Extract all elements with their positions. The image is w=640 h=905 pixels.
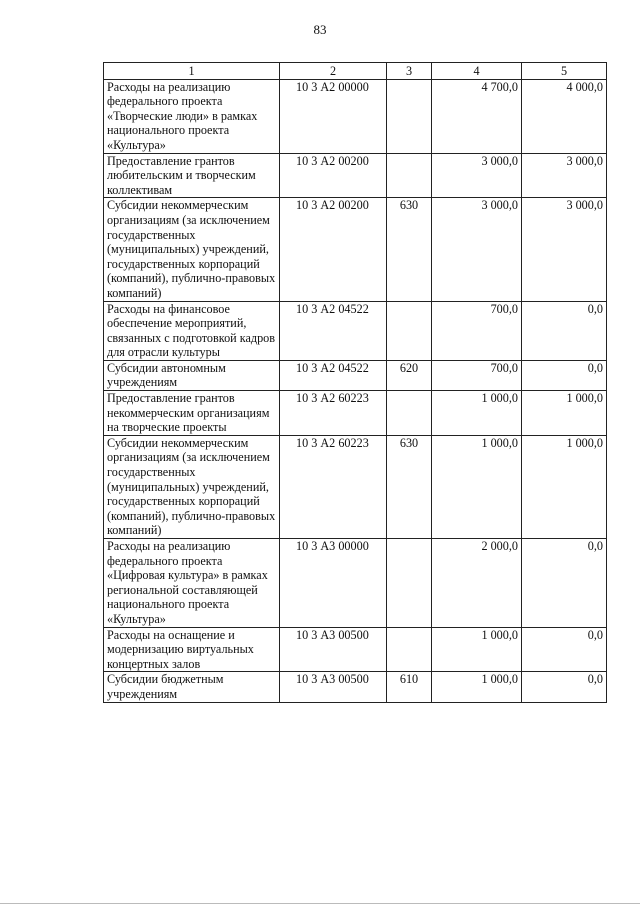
expense-name: Расходы на оснащение и модернизацию виртуальных концертных залов <box>104 627 280 672</box>
amount-col-5: 0,0 <box>522 360 607 390</box>
table-row <box>104 391 607 436</box>
expense-name: Субсидии некоммерческим организациям (за исключением государственных (муниципальных) учреждений, государственных корпораций (компаний), публично-правовых компаний) <box>104 198 280 301</box>
header-col-2: 2 <box>280 63 387 80</box>
page-bottom-edge <box>0 903 640 904</box>
budget-code: 10 3 А2 04522 <box>280 360 387 390</box>
amount-col-5: 1 000,0 <box>522 435 607 538</box>
expense-name: Субсидии автономным учреждениям <box>104 360 280 390</box>
amount-col-4: 1 000,0 <box>432 391 522 436</box>
expense-type: 610 <box>387 672 432 702</box>
amount-col-5: 1 000,0 <box>522 391 607 436</box>
amount-col-5: 4 000,0 <box>522 79 607 153</box>
table-row <box>104 539 607 628</box>
expense-type: 630 <box>387 198 432 301</box>
expense-name: Предоставление грантов любительским и творческим коллективам <box>104 153 280 198</box>
table-row <box>104 435 607 538</box>
budget-code: 10 3 А3 00500 <box>280 672 387 702</box>
amount-col-4: 3 000,0 <box>432 153 522 198</box>
amount-col-4: 3 000,0 <box>432 198 522 301</box>
budget-code: 10 3 А2 60223 <box>280 435 387 538</box>
expense-name: Расходы на реализацию федерального проекта «Цифровая культура» в рамках региональной составляющей национального проекта «Культура» <box>104 539 280 628</box>
expense-type <box>387 627 432 672</box>
budget-code: 10 3 А2 00000 <box>280 79 387 153</box>
amount-col-4: 1 000,0 <box>432 627 522 672</box>
expense-name: Субсидии бюджетным учреждениям <box>104 672 280 702</box>
expense-name: Расходы на реализацию федерального проекта «Творческие люди» в рамках национального проекта «Культура» <box>104 79 280 153</box>
amount-col-4: 2 000,0 <box>432 539 522 628</box>
header-col-4: 4 <box>432 63 522 80</box>
amount-col-5: 0,0 <box>522 672 607 702</box>
expense-name: Расходы на финансовое обеспечение мероприятий, связанных с подготовкой кадров для отрасли культуры <box>104 301 280 360</box>
amount-col-4: 1 000,0 <box>432 435 522 538</box>
expense-type <box>387 79 432 153</box>
expense-type: 630 <box>387 435 432 538</box>
page-number: 83 <box>313 22 327 37</box>
expense-name: Предоставление грантов некоммерческим организациям на творческие проекты <box>104 391 280 436</box>
table-row <box>104 301 607 360</box>
budget-table <box>103 62 607 703</box>
amount-col-4: 700,0 <box>432 360 522 390</box>
expense-type <box>387 391 432 436</box>
table-row <box>104 198 607 301</box>
expense-type <box>387 539 432 628</box>
expense-type: 620 <box>387 360 432 390</box>
amount-col-4: 4 700,0 <box>432 79 522 153</box>
amount-col-5: 3 000,0 <box>522 153 607 198</box>
table-row <box>104 672 607 702</box>
budget-code: 10 3 А3 00500 <box>280 627 387 672</box>
table-header-row <box>104 63 607 80</box>
amount-col-5: 3 000,0 <box>522 198 607 301</box>
header-col-5: 5 <box>522 63 607 80</box>
amount-col-4: 700,0 <box>432 301 522 360</box>
table-row <box>104 360 607 390</box>
amount-col-5: 0,0 <box>522 627 607 672</box>
amount-col-5: 0,0 <box>522 539 607 628</box>
budget-code: 10 3 А2 04522 <box>280 301 387 360</box>
budget-code: 10 3 А3 00000 <box>280 539 387 628</box>
table-row <box>104 79 607 153</box>
expense-type <box>387 153 432 198</box>
expense-type <box>387 301 432 360</box>
budget-code: 10 3 А2 60223 <box>280 391 387 436</box>
budget-code: 10 3 А2 00200 <box>280 198 387 301</box>
budget-code: 10 3 А2 00200 <box>280 153 387 198</box>
header-col-3: 3 <box>387 63 432 80</box>
amount-col-5: 0,0 <box>522 301 607 360</box>
expense-name: Субсидии некоммерческим организациям (за исключением государственных (муниципальных) учреждений, государственных корпораций (компаний), публично-правовых компаний) <box>104 435 280 538</box>
amount-col-4: 1 000,0 <box>432 672 522 702</box>
table-row <box>104 627 607 672</box>
table-row <box>104 153 607 198</box>
header-col-1: 1 <box>104 63 280 80</box>
